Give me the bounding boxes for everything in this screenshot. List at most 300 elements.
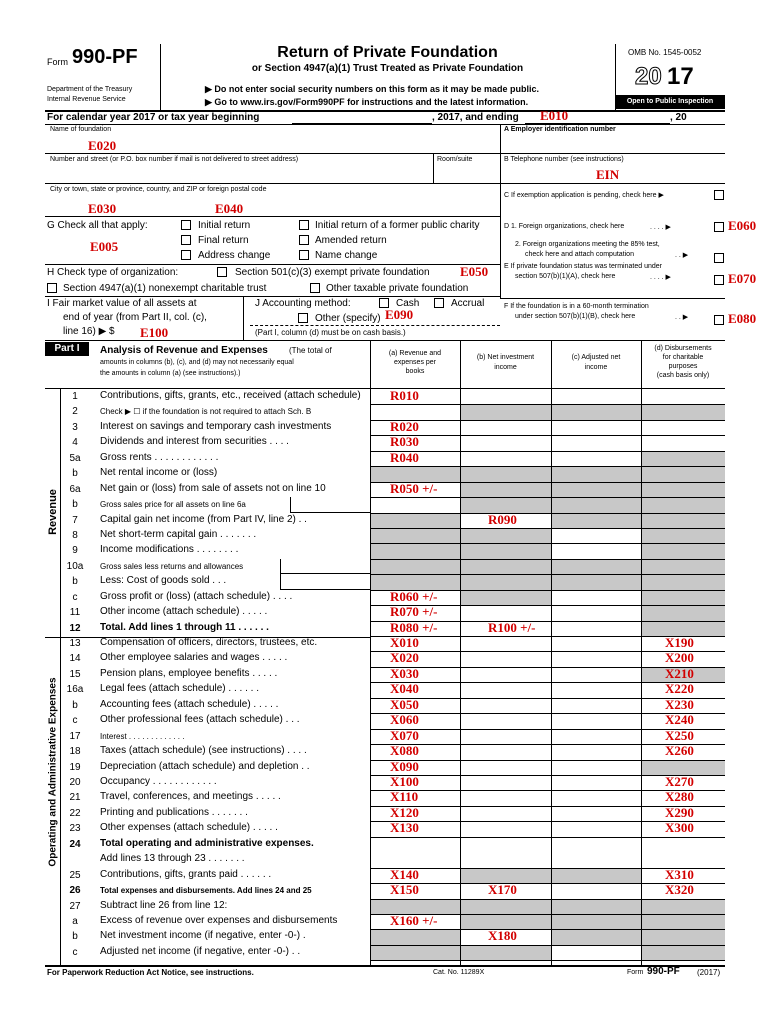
table-row [60, 466, 370, 481]
line-label: Other income (attach schedule) . . . . . [100, 606, 268, 618]
shaded-cell [642, 483, 725, 497]
amount-field-a[interactable]: R070 +/- [390, 604, 438, 620]
shaded-cell [642, 575, 725, 589]
amount-field-d[interactable]: X210 [665, 665, 694, 681]
shaded-cell [461, 900, 551, 914]
table-row [60, 621, 370, 636]
cash-label: Cash [396, 298, 420, 309]
amount-field-b[interactable]: X170 [488, 882, 517, 898]
line-number: 7 [72, 514, 78, 526]
amount-field-d[interactable]: X220 [665, 681, 694, 697]
shaded-cell [461, 575, 551, 589]
e010-code: E010 [540, 108, 569, 123]
form-number: 990-PF [72, 46, 138, 68]
shaded-cell [642, 544, 725, 558]
foreign-85-checkbox[interactable] [714, 253, 724, 263]
inline-amount-box[interactable] [280, 574, 370, 589]
other-method-field[interactable]: E090 [385, 307, 414, 322]
line-number: 11 [69, 607, 81, 619]
line-label: Net rental income or (loss) [100, 467, 218, 479]
accounting-method-label: J Accounting method: [255, 298, 351, 309]
amount-field-d[interactable]: X300 [665, 820, 694, 836]
termination-check-label: under section 507(b)(1)(B), check here [515, 313, 636, 320]
open-inspection-badge: Open to Public Inspection [615, 95, 725, 109]
foreign-orgs-checkbox[interactable] [714, 222, 724, 232]
other-taxable-label: Other taxable private foundation [326, 283, 469, 294]
exemption-pending-checkbox[interactable] [714, 190, 724, 200]
shaded-cell [461, 405, 551, 419]
initial-former-checkbox[interactable] [299, 220, 309, 230]
shaded-cell [642, 761, 725, 775]
line-label: Other employee salaries and wages . . . . . [100, 652, 288, 664]
line-number: b [72, 699, 78, 711]
shaded-cell [552, 514, 641, 528]
city-label: City or town, state or province, country, and ZIP or foreign postal code [50, 186, 267, 193]
line-label: Total. Add lines 1 through 11 . . . . . . [100, 621, 269, 633]
shaded-cell [371, 467, 460, 481]
line-number: 15 [69, 668, 81, 680]
line-label: Legal fees (attach schedule) . . . . . . [100, 683, 259, 695]
e050-code: E050 [460, 264, 489, 279]
c3-label: Section 501(c)(3) exempt private foundation [235, 267, 430, 278]
line-number: 20 [69, 777, 81, 788]
amount-field-a[interactable]: R050 +/- [390, 480, 438, 496]
line-label: Gross rents . . . . . . . . . . . . [100, 451, 219, 463]
e005-code: E005 [90, 239, 119, 254]
amount-field-a[interactable]: X060 [390, 712, 419, 728]
amount-field-b[interactable]: X180 [488, 928, 517, 944]
col-d-h3: purposes [668, 363, 698, 370]
table-row [60, 821, 370, 836]
table-row [60, 528, 370, 543]
line-number: b [72, 576, 78, 588]
table-row [60, 729, 370, 744]
exemption-pending-label: C If exemption application is pending, check here ▶ [504, 192, 664, 199]
form-subtitle: or Section 4947(a)(1) Trust Treated as Private Foundation [251, 63, 524, 74]
state-field[interactable]: E040 [215, 201, 244, 216]
shaded-cell [461, 915, 551, 929]
table-row [60, 513, 370, 528]
amount-field-a[interactable]: X020 [390, 650, 419, 666]
line-number: 2 [72, 406, 78, 418]
foundation-name-label: Name of foundation [50, 126, 112, 133]
h-label: H Check type of organization: [47, 267, 179, 278]
amended-return-label: Amended return [315, 235, 387, 246]
nonexempt-trust-label: Section 4947(a)(1) nonexempt charitable trust [63, 283, 267, 294]
table-row [60, 636, 370, 651]
amount-field-d[interactable]: X270 [665, 774, 694, 789]
table-row [60, 667, 370, 682]
shaded-cell [642, 946, 725, 960]
table-row [60, 389, 370, 404]
line-label: Interest on savings and temporary cash investments [100, 420, 332, 432]
shaded-cell [642, 467, 725, 481]
amount-field-d[interactable]: X240 [665, 712, 694, 728]
table-row [60, 868, 370, 883]
instructions-notice: ▶ Go to www.irs.gov/Form990PF for instructions and the latest information. [205, 97, 529, 107]
amount-field-d[interactable]: X190 [665, 635, 694, 651]
amount-field-d[interactable]: X290 [665, 804, 694, 820]
table-row [60, 435, 370, 450]
line-number: 19 [69, 761, 81, 773]
amount-field-a[interactable]: X140 [390, 866, 419, 882]
amount-field-d[interactable]: X280 [665, 789, 694, 805]
shaded-cell [461, 946, 551, 960]
line-label: Contributions, gifts, grants paid . . . . . . [100, 868, 272, 880]
part-i-desc-3: the amounts in column (a) (see instructions).) [100, 370, 241, 377]
amount-field-a[interactable]: R010 [390, 388, 419, 403]
termination-checkbox[interactable] [714, 315, 724, 325]
line-label: Compensation of officers, directors, trustees, etc. [100, 637, 318, 649]
col-d-h1: (d) Disbursements [654, 345, 712, 352]
shaded-cell [552, 930, 641, 944]
line-label: Check ▶ ☐ if the foundation is not required to attach Sch. B [100, 407, 312, 417]
col-c-h1: (c) Adjusted net [571, 354, 621, 361]
line-label: Subtract line 26 from line 12: [100, 899, 228, 911]
amount-field-a[interactable]: X090 [390, 758, 419, 774]
table-row [60, 605, 370, 620]
amount-field-d[interactable]: X200 [665, 650, 694, 666]
line-label: Occupancy . . . . . . . . . . . . [100, 776, 217, 787]
line-label: Depreciation (attach schedule) and depletion . . [100, 760, 310, 772]
line-label: Accounting fees (attach schedule) . . . . . [100, 698, 279, 710]
dot-leader: . . ▶ [675, 314, 689, 321]
shaded-cell [461, 544, 551, 558]
amount-field-a[interactable]: X080 [390, 743, 419, 759]
shaded-cell [642, 606, 725, 620]
shaded-cell [461, 467, 551, 481]
initial-return-checkbox[interactable] [181, 220, 191, 230]
line-number: 12 [69, 622, 81, 634]
shaded-cell [642, 529, 725, 543]
cat-number: Cat. No. 11289X [433, 969, 485, 976]
amount-field-d[interactable]: X250 [665, 727, 694, 743]
line-number: 13 [69, 638, 81, 650]
ssn-notice: ▶ Do not enter social security numbers on this form as it may be made public. [205, 84, 539, 94]
amount-field-a[interactable]: X070 [390, 727, 419, 743]
c3-checkbox[interactable] [217, 267, 227, 277]
col-b-h1: (b) Net investment [476, 354, 535, 361]
shaded-cell [642, 514, 725, 528]
shaded-cell [642, 560, 725, 574]
initial-return-label: Initial return [198, 220, 251, 231]
col-a-h3: books [405, 368, 425, 375]
line-number: b [72, 468, 78, 480]
line-label: Capital gain net income (from Part IV, line 2) . . [100, 513, 307, 525]
line-label: Dividends and interest from securities . . . . [100, 436, 289, 448]
name-change-label: Name change [315, 250, 378, 261]
e060-code: E060 [728, 218, 757, 233]
shaded-cell [642, 452, 725, 466]
amount-field-a[interactable]: X160 +/- [390, 912, 438, 928]
inline-amount-box[interactable] [290, 497, 370, 512]
form-word: Form [47, 57, 68, 67]
part-i-title: Analysis of Revenue and Expenses [100, 345, 268, 356]
shaded-cell [552, 915, 641, 929]
amount-field-a[interactable]: X150 [390, 882, 419, 898]
shaded-cell [642, 915, 725, 929]
amount-field-a[interactable]: R080 +/- [390, 619, 438, 635]
table-row [60, 883, 370, 898]
shaded-cell [371, 514, 460, 528]
status-terminated-checkbox[interactable] [714, 275, 724, 285]
line-number: c [72, 591, 78, 603]
footer-year: (2017) [697, 968, 721, 977]
termination-label: F If the foundation is in a 60-month termination [504, 303, 649, 310]
col-a-h1: (a) Revenue and [388, 350, 442, 357]
foreign-85-check-label: check here and attach computation [525, 251, 634, 258]
shaded-cell [461, 591, 551, 605]
line-label: Gross profit or (loss) (attach schedule) . . . . [100, 590, 293, 602]
cash-basis-note: (Part I, column (d) must be on cash basis.) [255, 328, 406, 337]
amount-field-a[interactable]: X010 [390, 635, 419, 651]
initial-former-label: Initial return of a former public charity [315, 220, 480, 231]
ein-field[interactable]: EIN [596, 167, 620, 182]
line-number: 6a [69, 483, 81, 495]
shaded-cell [461, 498, 551, 512]
final-return-checkbox[interactable] [181, 235, 191, 245]
line-label: Pension plans, employee benefits . . . . . [100, 667, 278, 679]
line-label: Total expenses and disbursements. Add lines 24 and 25 [100, 886, 312, 896]
line-label-2: Add lines 13 through 23 . . . . . . . [100, 853, 245, 865]
table-row [60, 713, 370, 728]
table-row [60, 775, 370, 790]
name-change-checkbox[interactable] [299, 250, 309, 260]
col-c-h2: income [584, 364, 608, 371]
line-label: Gross sales less returns and allowances [100, 561, 244, 571]
col-b-h2: income [494, 364, 517, 371]
line-label: Interest . . . . . . . . . . . . . [100, 731, 185, 741]
line-label: Total operating and administrative expenses. [100, 837, 314, 849]
col-d-h2: for charitable [662, 354, 704, 361]
line-number: 5a [69, 452, 81, 464]
e070-code: E070 [728, 271, 757, 286]
footer-form-number: 990-PF [647, 966, 680, 977]
footer-form-word: Form [627, 969, 644, 976]
shaded-cell [461, 560, 551, 574]
fmv-label-1: I Fair market value of all assets at [47, 298, 197, 309]
amount-field-a[interactable]: X050 [390, 696, 419, 712]
line-label: Excess of revenue over expenses and disbursements [100, 914, 338, 926]
table-row [60, 790, 370, 805]
table-row [60, 682, 370, 697]
status-terminated-check-label: section 507(b)(1)(A), check here [515, 273, 616, 280]
line-number: 26 [69, 885, 81, 897]
and-ending-label: , 2017, and ending [432, 112, 519, 123]
street-label: Number and street (or P.O. box number if mail is not delivered to street address) [50, 156, 299, 163]
amount-field-d[interactable]: X260 [665, 743, 694, 759]
table-row [60, 945, 370, 960]
part-i-desc-2: amounts in columns (b), (c), and (d) may not necessarily equal [100, 359, 294, 366]
foreign-85-label: 2. Foreign organizations meeting the 85% test, [515, 241, 660, 248]
line-label: Income modifications . . . . . . . . [100, 544, 239, 556]
amount-field-a[interactable]: R020 [390, 418, 419, 434]
address-change-label: Address change [198, 250, 271, 261]
dot-leader: . . ▶ [675, 252, 689, 259]
dot-leader: . . . . ▶ [650, 274, 671, 281]
dot-leader: . . . . ▶ [650, 224, 671, 231]
line-number: 24 [69, 838, 81, 850]
omb-number: OMB No. 1545-0052 [628, 48, 702, 57]
other-taxable-checkbox[interactable] [310, 283, 320, 293]
shaded-cell [371, 575, 460, 589]
amended-return-checkbox[interactable] [299, 235, 309, 245]
shaded-cell [642, 405, 725, 419]
table-row [60, 806, 370, 821]
table-row [60, 914, 370, 929]
amount-field-a[interactable]: X130 [390, 820, 419, 836]
line-number: 14 [69, 653, 81, 665]
line-label: Contributions, gifts, grants, etc., received (attach schedule) [100, 390, 361, 401]
room-suite-label: Room/suite [437, 156, 473, 163]
shaded-cell [642, 900, 725, 914]
shaded-cell [461, 869, 551, 883]
inline-amount-box[interactable] [280, 559, 370, 574]
shaded-cell [552, 900, 641, 914]
line-number: 1 [72, 391, 78, 402]
line-number: a [72, 915, 78, 927]
table-row [60, 929, 370, 944]
fmv-label-3: line 16) ▶ $ [63, 326, 115, 337]
shaded-cell [552, 405, 641, 419]
table-row [60, 543, 370, 558]
line-number: 16a [66, 684, 84, 696]
line-label: Less: Cost of goods sold . . . [100, 575, 227, 587]
expenses-side-label: Operating and Administrative Expenses [47, 677, 59, 867]
amount-field-a[interactable]: R030 [390, 434, 419, 450]
shaded-cell [642, 622, 725, 636]
amount-field-b[interactable]: R100 +/- [488, 619, 536, 635]
shaded-cell [371, 529, 460, 543]
final-return-label: Final return [198, 235, 249, 246]
part-i-desc-1: (The total of [289, 346, 332, 355]
shaded-cell [552, 467, 641, 481]
amount-field-d[interactable]: X320 [665, 882, 694, 898]
year-suffix: , 20 [670, 112, 687, 123]
shaded-cell [552, 575, 641, 589]
line-label: Travel, conferences, and meetings . . . . . [100, 791, 281, 803]
city-field[interactable]: E030 [88, 201, 117, 216]
table-row [60, 451, 370, 466]
paperwork-notice: For Paperwork Reduction Act Notice, see instructions. [47, 968, 254, 977]
form-title: Return of Private Foundation [277, 44, 498, 61]
line-number: 27 [69, 900, 81, 912]
other-method-checkbox[interactable] [298, 313, 308, 323]
shaded-cell [552, 869, 641, 883]
fmv-label-2: end of year (from Part II, col. (c), [63, 312, 207, 323]
foreign-orgs-label: D 1. Foreign organizations, check here [504, 223, 625, 230]
shaded-cell [552, 498, 641, 512]
line-label: Printing and publications . . . . . . . [100, 806, 248, 818]
line-number: 21 [69, 792, 81, 804]
table-row [60, 404, 370, 419]
line-number: 8 [72, 529, 78, 541]
line-number: c [72, 946, 78, 958]
table-row [60, 590, 370, 605]
amount-field-a[interactable]: X120 [390, 804, 419, 820]
amount-field-a[interactable]: X110 [390, 789, 419, 805]
nonexempt-trust-checkbox[interactable] [47, 283, 57, 293]
line-number: 17 [69, 730, 81, 742]
shaded-cell [552, 483, 641, 497]
table-row [60, 837, 370, 868]
table-row [60, 420, 370, 435]
amount-field-a[interactable]: X040 [390, 681, 419, 697]
e080-code: E080 [728, 311, 757, 326]
part-i-tag: Part I [45, 342, 89, 356]
amount-field-d[interactable]: X230 [665, 696, 694, 712]
line-number: c [72, 715, 78, 727]
shaded-cell [371, 930, 460, 944]
line-label: Taxes (attach schedule) (see instructions) . . . . [100, 745, 307, 757]
amount-field-b[interactable]: R090 [488, 511, 517, 527]
calendar-year-label: For calendar year 2017 or tax year beginning [47, 112, 260, 123]
address-change-checkbox[interactable] [181, 250, 191, 260]
line-number: 22 [69, 807, 81, 819]
table-row [60, 651, 370, 666]
line-label: Adjusted net income (if negative, enter -0-) . . [100, 945, 301, 957]
line-number: 25 [69, 869, 81, 881]
status-terminated-label: E If private foundation status was terminated under [504, 263, 662, 270]
g-label: G Check all that apply: [47, 220, 148, 231]
table-row [60, 760, 370, 775]
dept-treasury: Department of the Treasury [47, 86, 133, 93]
amount-field-a[interactable]: R040 [390, 449, 419, 465]
shaded-cell [642, 591, 725, 605]
line-label: Net investment income (if negative, enter -0-) . [100, 930, 306, 942]
line-number: 23 [69, 823, 81, 835]
amount-field-d[interactable]: X310 [665, 866, 694, 882]
shaded-cell [371, 544, 460, 558]
line-label: Net gain or (loss) from sale of assets not on line 10 [100, 482, 326, 494]
col-d-h4: (cash basis only) [656, 372, 710, 379]
line-label: Other expenses (attach schedule) . . . . . [100, 822, 278, 834]
accrual-label: Accrual [451, 298, 485, 309]
line-number: 18 [69, 746, 81, 758]
revenue-side-label: Revenue [47, 489, 59, 535]
line-label: Other professional fees (attach schedule) . . . [100, 714, 300, 726]
fmv-field[interactable]: E100 [140, 325, 169, 340]
accrual-checkbox[interactable] [434, 298, 444, 308]
amount-field-a[interactable]: X100 [390, 774, 419, 789]
telephone-label: B Telephone number (see instructions) [504, 156, 624, 163]
amount-field-a[interactable]: X030 [390, 665, 419, 681]
line-number: 3 [72, 421, 78, 433]
line-label: Gross sales price for all assets on line 6a [100, 500, 246, 510]
line-label: Net short-term capital gain . . . . . . . [100, 528, 257, 540]
line-number: 9 [72, 545, 78, 557]
shaded-cell [461, 483, 551, 497]
shaded-cell [642, 930, 725, 944]
other-method-label: Other (specify) [315, 313, 381, 324]
shaded-cell [461, 529, 551, 543]
shaded-cell [642, 498, 725, 512]
ein-label: A Employer identification number [504, 126, 616, 133]
line-number: 4 [72, 437, 78, 449]
table-row [60, 744, 370, 759]
year-outline: 20 [635, 63, 662, 90]
shaded-cell [552, 560, 641, 574]
shaded-cell [371, 900, 460, 914]
foundation-name-field[interactable]: E020 [88, 138, 117, 153]
table-row [60, 698, 370, 713]
shaded-cell [371, 560, 460, 574]
amount-field-a[interactable]: R060 +/- [390, 588, 438, 604]
table-row [60, 899, 370, 914]
shaded-cell [371, 946, 460, 960]
year-solid: 17 [667, 63, 694, 90]
line-number: 10a [66, 560, 84, 572]
